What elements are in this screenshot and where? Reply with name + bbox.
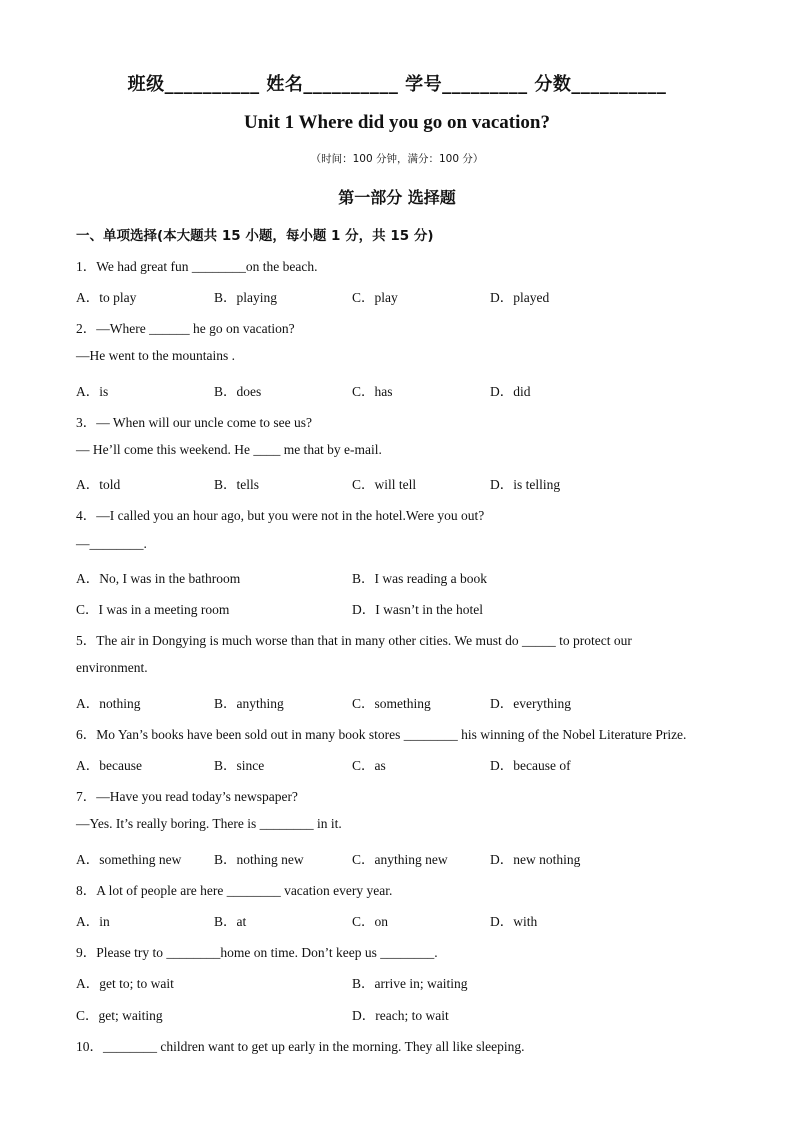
- question-5-stem: 5．The air in Dongying is much worse than that in many other cities. We must do _____ to protect our: [76, 633, 632, 648]
- question-6-option-c[interactable]: C．as: [352, 758, 386, 773]
- question-6-stem: 6．Mo Yan’s books have been sold out in many book stores ________ his winning of the Nobel Literature Prize.: [76, 727, 687, 742]
- page-title: Unit 1 Where did you go on vacation?: [244, 112, 550, 133]
- question-1-option-d[interactable]: D．played: [490, 290, 550, 305]
- question-5-option-c[interactable]: C．something: [352, 696, 431, 711]
- question-7-option-a[interactable]: A．something new: [76, 852, 182, 867]
- question-2-reply: —He went to the mountains .: [76, 348, 235, 363]
- question-4-option-b[interactable]: B．I was reading a book: [352, 571, 487, 586]
- question-3-option-d[interactable]: D．is telling: [490, 477, 561, 492]
- part-title: 第一部分 选择题: [338, 188, 456, 207]
- question-2-option-b[interactable]: B．does: [214, 384, 262, 399]
- question-5-stem-continued: environment.: [76, 660, 148, 675]
- question-9-option-b[interactable]: B．arrive in; waiting: [352, 976, 468, 991]
- question-4-reply: —________.: [76, 536, 147, 551]
- exam-time-score: （时间：100 分钟，满分：100 分）: [310, 153, 484, 165]
- section-title: 一、单项选择(本大题共 15 小题，每小题 1 分，共 15 分): [76, 228, 434, 244]
- question-1-stem: 1．We had great fun ________on the beach.: [76, 259, 318, 274]
- question-1-option-c[interactable]: C．play: [352, 290, 398, 305]
- question-3-option-c[interactable]: C．will tell: [352, 477, 417, 492]
- question-2-option-d[interactable]: D．did: [490, 384, 531, 399]
- question-4-stem: 4．—I called you an hour ago, but you were not in the hotel.Were you out?: [76, 508, 485, 523]
- question-5-option-a[interactable]: A．nothing: [76, 696, 141, 711]
- question-8-option-c[interactable]: C．on: [352, 914, 389, 929]
- question-4-option-d[interactable]: D．I wasn’t in the hotel: [352, 602, 483, 617]
- question-4-option-c[interactable]: C．I was in a meeting room: [76, 602, 230, 617]
- question-9-option-a[interactable]: A．get to; to wait: [76, 976, 174, 991]
- question-7-stem: 7．—Have you read today’s newspaper?: [76, 789, 298, 804]
- question-3-stem: 3．— When will our uncle come to see us?: [76, 415, 312, 430]
- question-9-stem: 9．Please try to ________home on time. Don’t keep us ________.: [76, 945, 438, 960]
- question-5-option-d[interactable]: D．everything: [490, 696, 571, 711]
- question-9-option-d[interactable]: D．reach; to wait: [352, 1008, 449, 1023]
- question-6-option-d[interactable]: D．because of: [490, 758, 571, 773]
- question-6-option-a[interactable]: A．because: [76, 758, 142, 773]
- question-9-option-c[interactable]: C．get; waiting: [76, 1008, 163, 1023]
- question-6-option-b[interactable]: B．since: [214, 758, 265, 773]
- question-2-stem: 2．—Where ______ he go on vacation?: [76, 321, 295, 336]
- question-2-option-c[interactable]: C．has: [352, 384, 393, 399]
- question-3-option-b[interactable]: B．tells: [214, 477, 260, 492]
- question-7-reply: —Yes. It’s really boring. There is ________ in it.: [76, 816, 342, 831]
- student-info-line: 班级__________ 姓名__________ 学号_________ 分数__________: [127, 74, 667, 95]
- question-7-option-b[interactable]: B．nothing new: [214, 852, 304, 867]
- question-1-option-b[interactable]: B．playing: [214, 290, 277, 305]
- question-3-option-a[interactable]: A．told: [76, 477, 121, 492]
- question-8-option-d[interactable]: D．with: [490, 914, 538, 929]
- question-3-reply: — He’ll come this weekend. He ____ me that by e-mail.: [76, 442, 382, 457]
- question-5-option-b[interactable]: B．anything: [214, 696, 284, 711]
- question-4-option-a[interactable]: A．No, I was in the bathroom: [76, 571, 241, 586]
- question-8-option-b[interactable]: B．at: [214, 914, 247, 929]
- question-7-option-c[interactable]: C．anything new: [352, 852, 448, 867]
- question-8-stem: 8．A lot of people are here ________ vacation every year.: [76, 883, 393, 898]
- question-8-option-a[interactable]: A．in: [76, 914, 110, 929]
- question-7-option-d[interactable]: D．new nothing: [490, 852, 581, 867]
- question-1-option-a[interactable]: A．to play: [76, 290, 137, 305]
- question-10-stem: 10．________ children want to get up early in the morning. They all like sleeping.: [76, 1039, 525, 1054]
- question-2-option-a[interactable]: A．is: [76, 384, 109, 399]
